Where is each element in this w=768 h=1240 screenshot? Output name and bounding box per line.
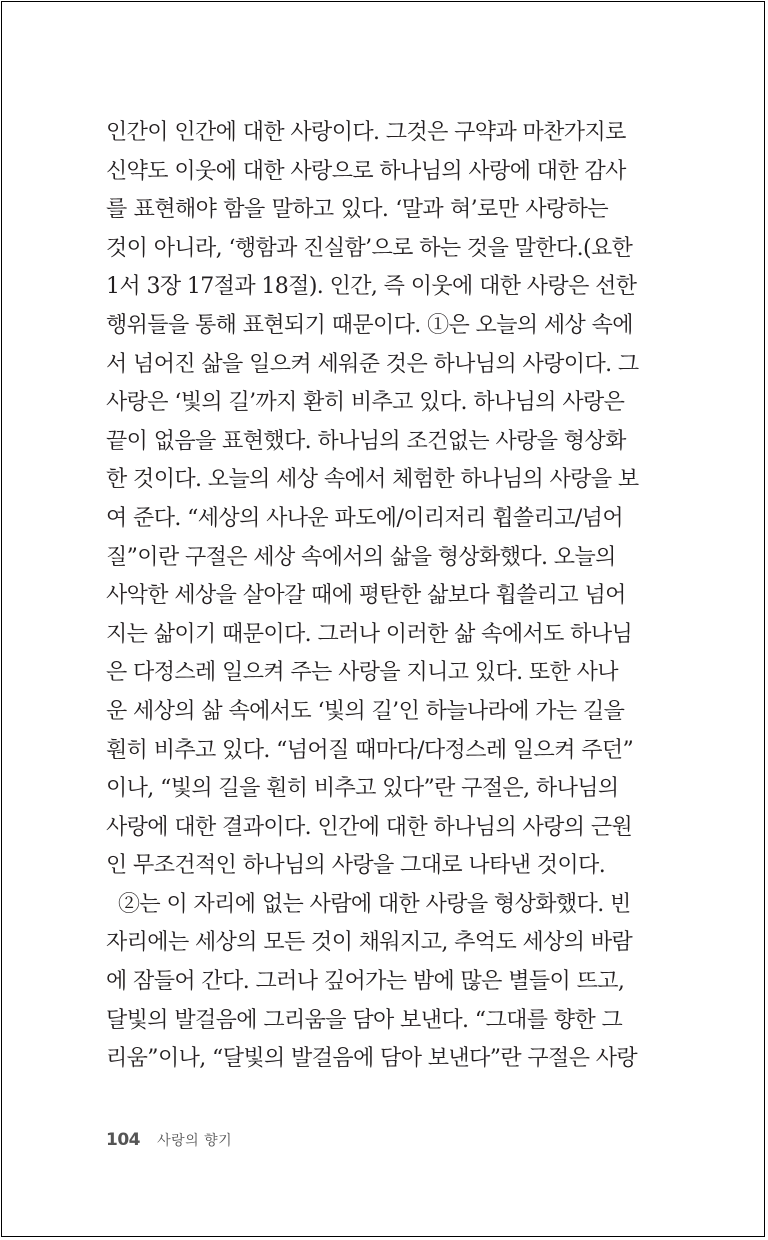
text-line: 질”이란 구절은 세상 속에서의 삶을 형상화했다. 오늘의 (106, 544, 616, 570)
text-line: 자리에는 세상의 모든 것이 채워지고, 추억도 세상의 바람 (106, 930, 633, 956)
text-line: 이나, “빛의 길을 훤히 비추고 있다”란 구절은, 하나님의 (106, 776, 619, 802)
page-number: 104 (106, 1130, 140, 1150)
text-line: 리움”이나, “달빛의 발걸음에 담아 보낸다”란 구절은 사랑 (106, 1046, 638, 1072)
text-line: 인간이 인간에 대한 사랑이다. 그것은 구약과 마찬가지로 (106, 120, 626, 145)
text-line: 지는 삶이기 때문이다. 그러나 이러한 삶 속에서도 하나님 (106, 621, 633, 647)
text-line: 서 넘어진 삶을 일으켜 세워준 것은 하나님의 사랑이다. 그 (106, 351, 639, 377)
text-line: 끝이 없음을 표현했다. 하나님의 조건없는 사랑을 형상화 (106, 428, 626, 454)
text-line: 훤히 비추고 있다. “넘어질 때마다/다정스레 일으켜 주던” (106, 737, 634, 763)
text-line: 행위들을 통해 표현되기 때문이다. ①은 오늘의 세상 속에 (106, 312, 633, 338)
text-line: 신약도 이웃에 대한 사랑으로 하나님의 사랑에 대한 감사 (106, 158, 626, 184)
running-title: 사랑의 향기 (157, 1133, 233, 1149)
text-line: 은 다정스레 일으켜 주는 사랑을 지니고 있다. 또한 사나 (106, 660, 618, 686)
text-line: 를 표현해야 함을 말하고 있다. ‘말과 혀’로만 사랑하는 (106, 197, 608, 223)
page-footer (106, 1128, 232, 1152)
text-line: 것이 아니라, ‘행함과 진실함’으로 하는 것을 말한다.(요한 (106, 235, 633, 261)
body-text (106, 114, 639, 1079)
paragraph-end-line: 인 무조건적인 하나님의 사랑을 그대로 나타낸 것이다. (106, 853, 606, 879)
text-line: 운 세상의 삶 속에서도 ‘빛의 길’인 하늘나라에 가는 길을 (106, 698, 625, 724)
text-line: 한 것이다. 오늘의 세상 속에서 체험한 하나님의 사랑을 보 (106, 467, 639, 493)
text-line: 사랑에 대한 결과이다. 인간에 대한 하나님의 사랑의 근원 (106, 814, 633, 840)
text-line: 여 준다. “세상의 사나운 파도에/이리저리 휩쓸리고/넘어 (106, 505, 623, 531)
text-line: 사랑은 ‘빛의 길’까지 환히 비추고 있다. 하나님의 사랑은 (106, 390, 625, 416)
text-line: 에 잠들어 간다. 그러나 깊어가는 밤에 많은 별들이 뜨고, (106, 969, 625, 995)
text-line: 달빛의 발걸음에 그리움을 담아 보낸다. “그대를 향한 그 (106, 1007, 623, 1033)
text-line: 사악한 세상을 살아갈 때에 평탄한 삶보다 휩쓸리고 넘어 (106, 583, 626, 609)
paragraph-start-line: ②는 이 자리에 없는 사람에 대한 사랑을 형상화했다. 빈 (118, 891, 631, 917)
text-line: 1서 3장 17절과 18절). 인간, 즉 이웃에 대한 사랑은 선한 (106, 274, 637, 300)
